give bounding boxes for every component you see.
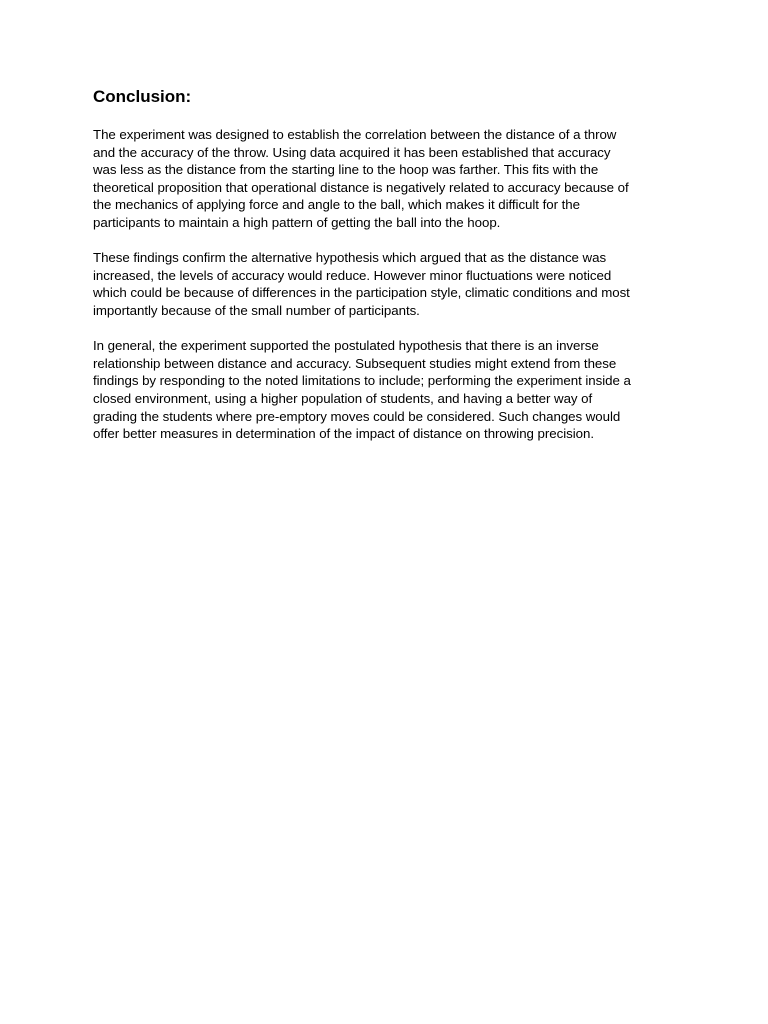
text-line: importantly because of the small number of participants. [93, 302, 420, 318]
text-line: In general, the experiment supported the postulated hypothesis that there is an inverse [93, 338, 599, 354]
document-body [93, 86, 683, 460]
text-line: findings by responding to the noted limitations to include; performing the experiment inside a [93, 373, 631, 389]
text-line: These findings confirm the alternative hypothesis which argued that as the distance was [93, 250, 607, 266]
text-line: closed environment, using a higher population of students, and having a better way of [93, 390, 593, 406]
text-line: which could be because of differences in the participation style, climatic conditions and most [93, 285, 630, 301]
paragraph-3 [93, 337, 683, 443]
paragraph-1 [93, 126, 683, 232]
text-line: the mechanics of applying force and angle to the ball, which makes it difficult for the [93, 197, 580, 213]
text-line: grading the students where pre-emptory moves could be considered. Such changes would [93, 408, 621, 424]
text-line: theoretical proposition that operational distance is negatively related to accuracy because of [93, 179, 629, 195]
paragraph-2 [93, 249, 683, 319]
text-line: and the accuracy of the throw. Using data acquired it has been established that accuracy [93, 144, 611, 160]
text-line: offer better measures in determination of the impact of distance on throwing precision. [93, 426, 594, 442]
text-line: participants to maintain a high pattern of getting the ball into the hoop. [93, 214, 501, 230]
text-line: relationship between distance and accuracy. Subsequent studies might extend from these [93, 355, 617, 371]
text-line: was less as the distance from the starting line to the hoop was farther. This fits with the [93, 162, 599, 178]
text-line: increased, the levels of accuracy would reduce. However minor fluctuations were noticed [93, 267, 612, 283]
text-line: The experiment was designed to establish the correlation between the distance of a throw [93, 127, 617, 142]
section-heading: Conclusion: [93, 87, 192, 106]
